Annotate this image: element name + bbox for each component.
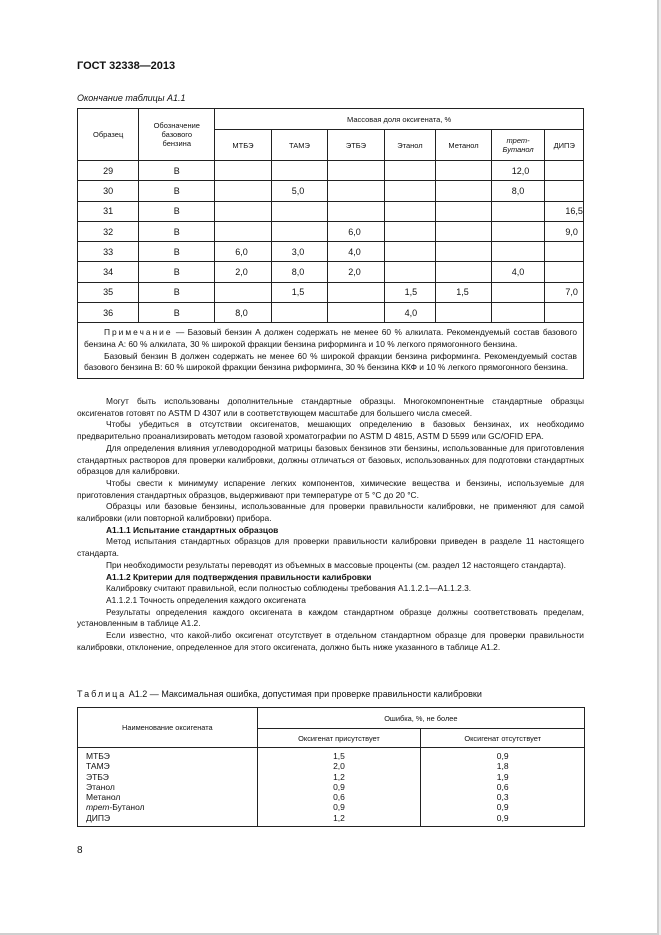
table-row <box>78 813 585 827</box>
table-row <box>78 201 584 221</box>
cell-value: 1,5 <box>271 282 327 302</box>
cell-sample: 34 <box>78 262 139 282</box>
cell-absent: 0,9 <box>421 748 585 762</box>
cell-value <box>545 161 584 181</box>
cell-value: 5,0 <box>271 181 327 201</box>
paragraph: Чтобы убедиться в отсутствии оксигенатов, мешающих определению в базовых бензинах, их необходимо предварительно проанализировать методом газовой хроматографии по ASTM D 4815, ASTM D 5599 или GC/OFID EPA. <box>77 419 584 442</box>
cell-value <box>436 262 492 282</box>
paragraph: При необходимости результаты переводят из объемных в массовые проценты (см. раздел 12 настоящего стандарта). <box>106 559 566 570</box>
cell-base: В <box>139 303 215 323</box>
paragraph: Метод испытания стандартных образцов для проверки правильности калибровки приведен в разделе 11 настоящего стандарта. <box>77 536 584 559</box>
name-text: Этанол <box>86 781 115 792</box>
body-text <box>77 396 584 653</box>
cell-value: 3,0 <box>271 242 327 262</box>
table-row <box>78 161 584 181</box>
section-heading-a111: А1.1.1 Испытание стандартных образцов <box>106 524 279 535</box>
cell-base: В <box>139 242 215 262</box>
cell-sample: 30 <box>78 181 139 201</box>
paragraph: Для определения влияния углеводородной матрицы базовых бензинов эти бензины, использованные для приготовления стандартных растворов для проверки калибровки, должны отличаться от базовых, использованных для подготовки стандартных образцов для калибровки. <box>77 442 584 477</box>
table-a11 <box>77 108 584 379</box>
table-row <box>78 761 585 771</box>
header-tame: ТАМЭ <box>271 130 327 161</box>
cell-value: 2,0 <box>328 262 384 282</box>
cell-value <box>215 282 271 302</box>
cell-sample: 33 <box>78 242 139 262</box>
paragraph: Образцы или базовые бензины, использованные для проверки правильности калибровки, не применяют для самой калибровки (или повторной калибровки) прибора. <box>77 501 584 524</box>
cell-value <box>328 161 384 181</box>
cell-value: 1,5 <box>436 282 492 302</box>
table-row <box>78 242 584 262</box>
table-row <box>78 221 584 241</box>
name-text: ДИПЭ <box>86 812 111 823</box>
cell-present: 2,0 <box>257 761 421 771</box>
table-row <box>78 782 585 792</box>
table-row <box>78 181 584 201</box>
header-mtbe: МТБЭ <box>215 130 271 161</box>
name-text: МТБЭ <box>86 751 110 761</box>
cell-sample: 31 <box>78 201 139 221</box>
header-sample: Образец <box>78 109 139 161</box>
page-number: 8 <box>77 845 83 856</box>
table-caption-text: А1.2 — Максимальная ошибка, допустимая при проверке правильности калибровки <box>126 689 482 699</box>
table-row <box>78 748 585 762</box>
name-text: ЭТБЭ <box>86 771 109 782</box>
cell-absent: 0,3 <box>421 792 585 802</box>
note-text-2: Базовый бензин В должен содержать не менее 60 % широкой фракции бензина риформинга. Рекомендуемый состав базового бензина В: 60 % широкой фракции бензина риформинга, 30 % бензина ККФ и 10 % легкого прямогонного бензина. <box>84 350 577 373</box>
document-header: ГОСТ 32338—2013 <box>77 60 176 72</box>
cell-oxygenate-name <box>78 802 258 812</box>
cell-sample: 29 <box>78 161 139 181</box>
cell-value <box>384 161 436 181</box>
cell-value: 6,0 <box>215 242 271 262</box>
cell-value <box>271 161 327 181</box>
cell-value <box>436 201 492 221</box>
header-oxygenate-name: Наименование оксигената <box>78 708 258 748</box>
header-oxygenate-fraction: Массовая доля оксигената, % <box>215 109 584 130</box>
cell-value <box>328 201 384 221</box>
cell-value: 2,0 <box>215 262 271 282</box>
name-text: Метанол <box>86 792 121 803</box>
cell-base: В <box>139 201 215 221</box>
table-a11-note <box>78 323 584 378</box>
cell-value: 16,5 <box>545 201 584 221</box>
section-heading-a112: А1.1.2 Критерии для подтверждения правильности калибровки <box>106 571 372 582</box>
header-dipe: ДИПЭ <box>545 130 584 161</box>
header-methanol: Метанол <box>436 130 492 161</box>
cell-sample: 32 <box>78 221 139 241</box>
cell-oxygenate-name <box>78 813 258 827</box>
cell-value: 6,0 <box>328 221 384 241</box>
cell-present: 1,2 <box>257 813 421 827</box>
header-ethanol: Этанол <box>384 130 436 161</box>
cell-value <box>271 221 327 241</box>
cell-value <box>384 181 436 201</box>
paragraph: Калибровку считают правильной, если полностью соблюдены требования А1.1.2.1—А1.1.2.3. <box>106 583 472 594</box>
cell-value: 9,0 <box>545 221 584 241</box>
cell-base: В <box>139 181 215 201</box>
cell-base: В <box>139 221 215 241</box>
cell-absent: 0,6 <box>421 782 585 792</box>
cell-value <box>384 221 436 241</box>
table-row <box>78 802 585 812</box>
cell-value <box>436 303 492 323</box>
cell-value <box>436 181 492 201</box>
table-row <box>78 792 585 802</box>
cell-value: 8,0 <box>491 181 545 201</box>
paragraph: Если известно, что какой-либо оксигенат отсутствует в отдельном стандартном образце для проверки правильности калибровки, отклонение, определенное для этого оксигената, должно быть ниже указанного в таблице А1.2. <box>77 630 584 652</box>
cell-present: 0,9 <box>257 782 421 792</box>
paragraph: Результаты определения каждого оксигената в каждом стандартном образце должны соответствовать пределам, установленным в таблице А1.2. <box>77 606 584 629</box>
cell-value: 4,0 <box>384 303 436 323</box>
cell-value <box>384 242 436 262</box>
cell-value <box>545 262 584 282</box>
header-error: Ошибка, %, не более <box>257 708 584 729</box>
cell-value <box>436 242 492 262</box>
cell-value <box>328 303 384 323</box>
cell-value <box>215 221 271 241</box>
cell-value <box>491 221 545 241</box>
cell-value <box>271 201 327 221</box>
name-prefix: трет <box>86 802 110 813</box>
table-row <box>78 303 584 323</box>
cell-oxygenate-name <box>78 772 258 782</box>
cell-absent: 0,9 <box>421 813 585 827</box>
cell-value: 4,0 <box>328 242 384 262</box>
cell-present: 1,2 <box>257 772 421 782</box>
table-a12-caption <box>77 689 482 699</box>
cell-value <box>436 221 492 241</box>
cell-base: В <box>139 282 215 302</box>
cell-oxygenate-name <box>78 792 258 802</box>
paragraph: А1.1.2.1 Точность определения каждого оксигената <box>106 594 306 605</box>
cell-value <box>545 303 584 323</box>
cell-value <box>328 282 384 302</box>
cell-value: 1,5 <box>384 282 436 302</box>
cell-value: 12,0 <box>491 161 545 181</box>
cell-value <box>491 201 545 221</box>
table-label: Таблица <box>77 689 127 699</box>
paragraph: Чтобы свести к минимуму испарение легких компонентов, химические вещества и бензины, используемые для приготовления стандартных образцов, выдерживают при температуре от 5 °С до 20 °С. <box>77 477 584 500</box>
note-text-1: — Базовый бензин А должен содержать не менее 60 % алкилата. Рекомендуемый состав базового бензина А: 60 % алкилата, 30 % широкой фракции бензина риформинга и 10 % легкого прямогонного бензина. <box>84 327 577 349</box>
header-present: Оксигенат присутствует <box>257 729 421 748</box>
cell-absent: 1,9 <box>421 772 585 782</box>
table-row <box>78 772 585 782</box>
table-row <box>78 282 584 302</box>
cell-value <box>215 181 271 201</box>
cell-value <box>215 161 271 181</box>
cell-present: 1,5 <box>257 748 421 762</box>
cell-value <box>271 303 327 323</box>
cell-value <box>491 242 545 262</box>
cell-value <box>545 181 584 201</box>
name-text: ТАМЭ <box>86 761 110 772</box>
cell-oxygenate-name <box>78 782 258 792</box>
cell-value <box>384 262 436 282</box>
cell-present: 0,9 <box>257 802 421 812</box>
cell-oxygenate-name <box>78 748 258 762</box>
header-tert-butanol: трет-Бутанол <box>491 130 545 161</box>
cell-base: В <box>139 262 215 282</box>
cell-value <box>215 201 271 221</box>
cell-value: 8,0 <box>271 262 327 282</box>
name-text: -Бутанол <box>109 802 145 813</box>
cell-absent: 1,8 <box>421 761 585 771</box>
cell-value <box>436 161 492 181</box>
cell-base: В <box>139 161 215 181</box>
header-absent: Оксигенат отсутствует <box>421 729 585 748</box>
header-base-gasoline: Обозначение базового бензина <box>139 109 215 161</box>
cell-value: 7,0 <box>545 282 584 302</box>
cell-present: 0,6 <box>257 792 421 802</box>
cell-value <box>491 282 545 302</box>
cell-sample: 35 <box>78 282 139 302</box>
paragraph: Могут быть использованы дополнительные стандартные образцы. Многокомпонентные стандартные образцы оксигенатов готовят по ASTM D 4307 или в соответствующем масштабе для большего числа смесей. <box>77 396 584 418</box>
cell-value: 8,0 <box>215 303 271 323</box>
note-label: Примечание <box>104 327 173 338</box>
cell-value <box>491 303 545 323</box>
header-etbe: ЭТБЭ <box>328 130 384 161</box>
cell-value <box>328 181 384 201</box>
cell-absent: 0,9 <box>421 802 585 812</box>
cell-sample: 36 <box>78 303 139 323</box>
cell-value <box>384 201 436 221</box>
cell-value: 4,0 <box>491 262 545 282</box>
table-a12 <box>77 707 585 827</box>
table-row <box>78 262 584 282</box>
cell-value <box>545 242 584 262</box>
table-a11-caption: Окончание таблицы А1.1 <box>77 93 186 103</box>
cell-oxygenate-name <box>78 761 258 771</box>
